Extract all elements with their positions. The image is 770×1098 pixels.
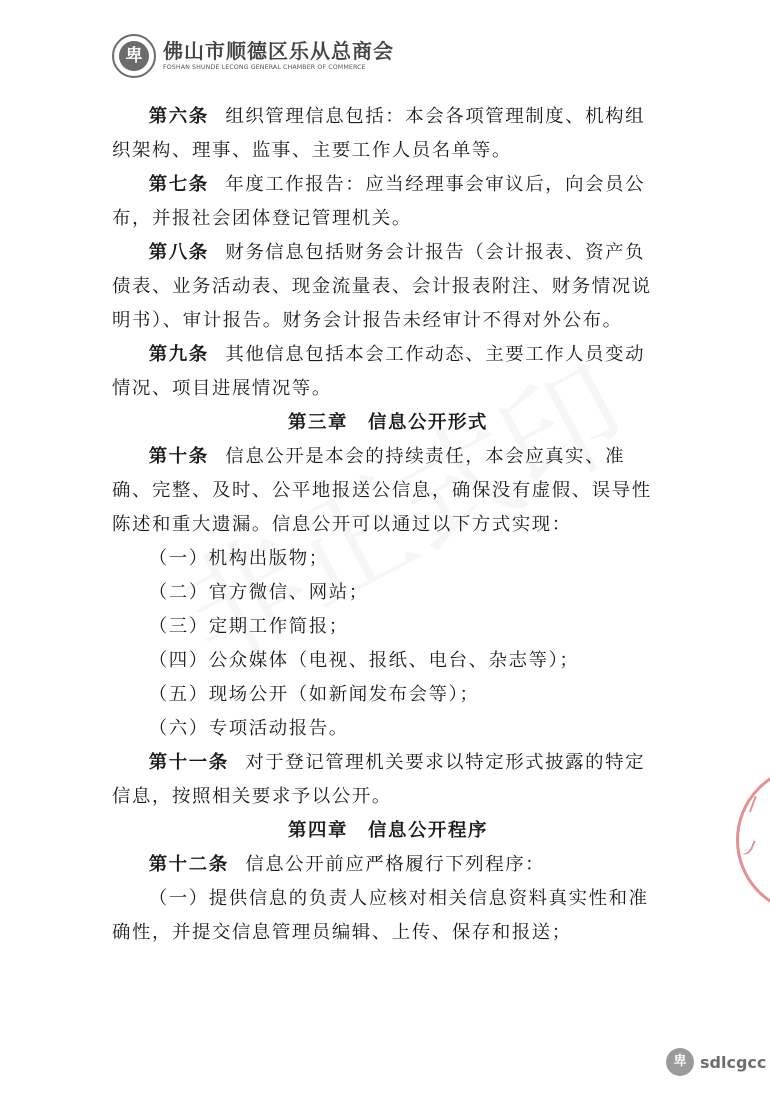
article-label: 第八条: [148, 242, 209, 263]
list-item: （六）专项活动报告。: [148, 718, 349, 739]
list-item: （一）机构出版物；: [148, 548, 329, 569]
org-name-block: [163, 39, 394, 73]
article-8: [112, 236, 664, 338]
article-text: 年度工作报告：应当经理事会审议后，向会员公布，并报社会团体登记管理机关。: [112, 174, 646, 229]
article-label: 第十二条: [148, 854, 229, 875]
article-text: 其他信息包括本会工作动态、主要工作人员变动情况、项目进展情况等。: [112, 344, 646, 399]
letterhead: [112, 34, 394, 78]
article-12: [112, 848, 664, 882]
article-text: 组织管理信息包括：本会各项管理制度、机构组织架构、理事、监事、主要工作人员名单等。: [112, 106, 646, 161]
article-text: 财务信息包括财务会计报告（会计报表、资产负债表、业务活动表、现金流量表、会计报表附注、财务情况说明书）、审计报告。财务会计报告未经审计不得对外公布。: [112, 242, 652, 331]
list-item: （二）官方微信、网站；: [148, 582, 369, 603]
seal-glyph: 丨: [740, 792, 765, 819]
article-10: [112, 440, 664, 542]
article-label: 第十条: [148, 446, 209, 467]
footer-logo-icon: 卑: [666, 1048, 694, 1076]
article-9: [112, 338, 664, 406]
footer-handle: sdlcgcc: [700, 1052, 767, 1072]
list-item: （一）提供信息的负责人应核对相关信息资料真实性和准确性，并提交信息管理员编辑、上传、保存和报送；: [112, 888, 649, 943]
article-text: 对于登记管理机关要求以特定形式披露的特定信息，按照相关要求予以公开。: [112, 752, 646, 807]
list-item: （四）公众媒体（电视、报纸、电台、杂志等）；: [148, 650, 580, 671]
chamber-logo-icon: [112, 34, 156, 78]
article-6: [112, 100, 664, 168]
article-text: 信息公开前应严格履行下列程序：: [245, 854, 546, 875]
article-text: 信息公开是本会的持续责任，本会应真实、准确、完整、及时、公平地报送公信息，确保没有虚假、误导性陈述和重大遗漏。信息公开可以通过以下方式实现：: [112, 446, 652, 535]
article-label: 第十一条: [148, 752, 229, 773]
chapter-3-heading: 第三章 信息公开形式: [288, 412, 488, 433]
footer-watermark: [666, 1048, 766, 1076]
org-name-en: FOSHAN SHUNDE LECONG GENERAL CHAMBER OF COMMERCE: [163, 64, 366, 71]
document-body: [112, 100, 664, 950]
seal-glyph: 丿: [738, 836, 763, 863]
org-name-cn: 佛山市顺德区乐从总商会: [163, 39, 394, 63]
logo-char: 卑: [119, 41, 149, 71]
article-label: 第七条: [148, 174, 209, 195]
list-item: （三）定期工作简报；: [148, 616, 349, 637]
chapter-4-heading: 第四章 信息公开程序: [288, 820, 488, 841]
article-11: [112, 746, 664, 814]
article-label: 第六条: [148, 106, 209, 127]
article-label: 第九条: [148, 344, 209, 365]
article-7: [112, 168, 664, 236]
red-seal-stamp: [736, 765, 770, 925]
list-item: （五）现场公开（如新闻发布会等）；: [148, 684, 480, 705]
